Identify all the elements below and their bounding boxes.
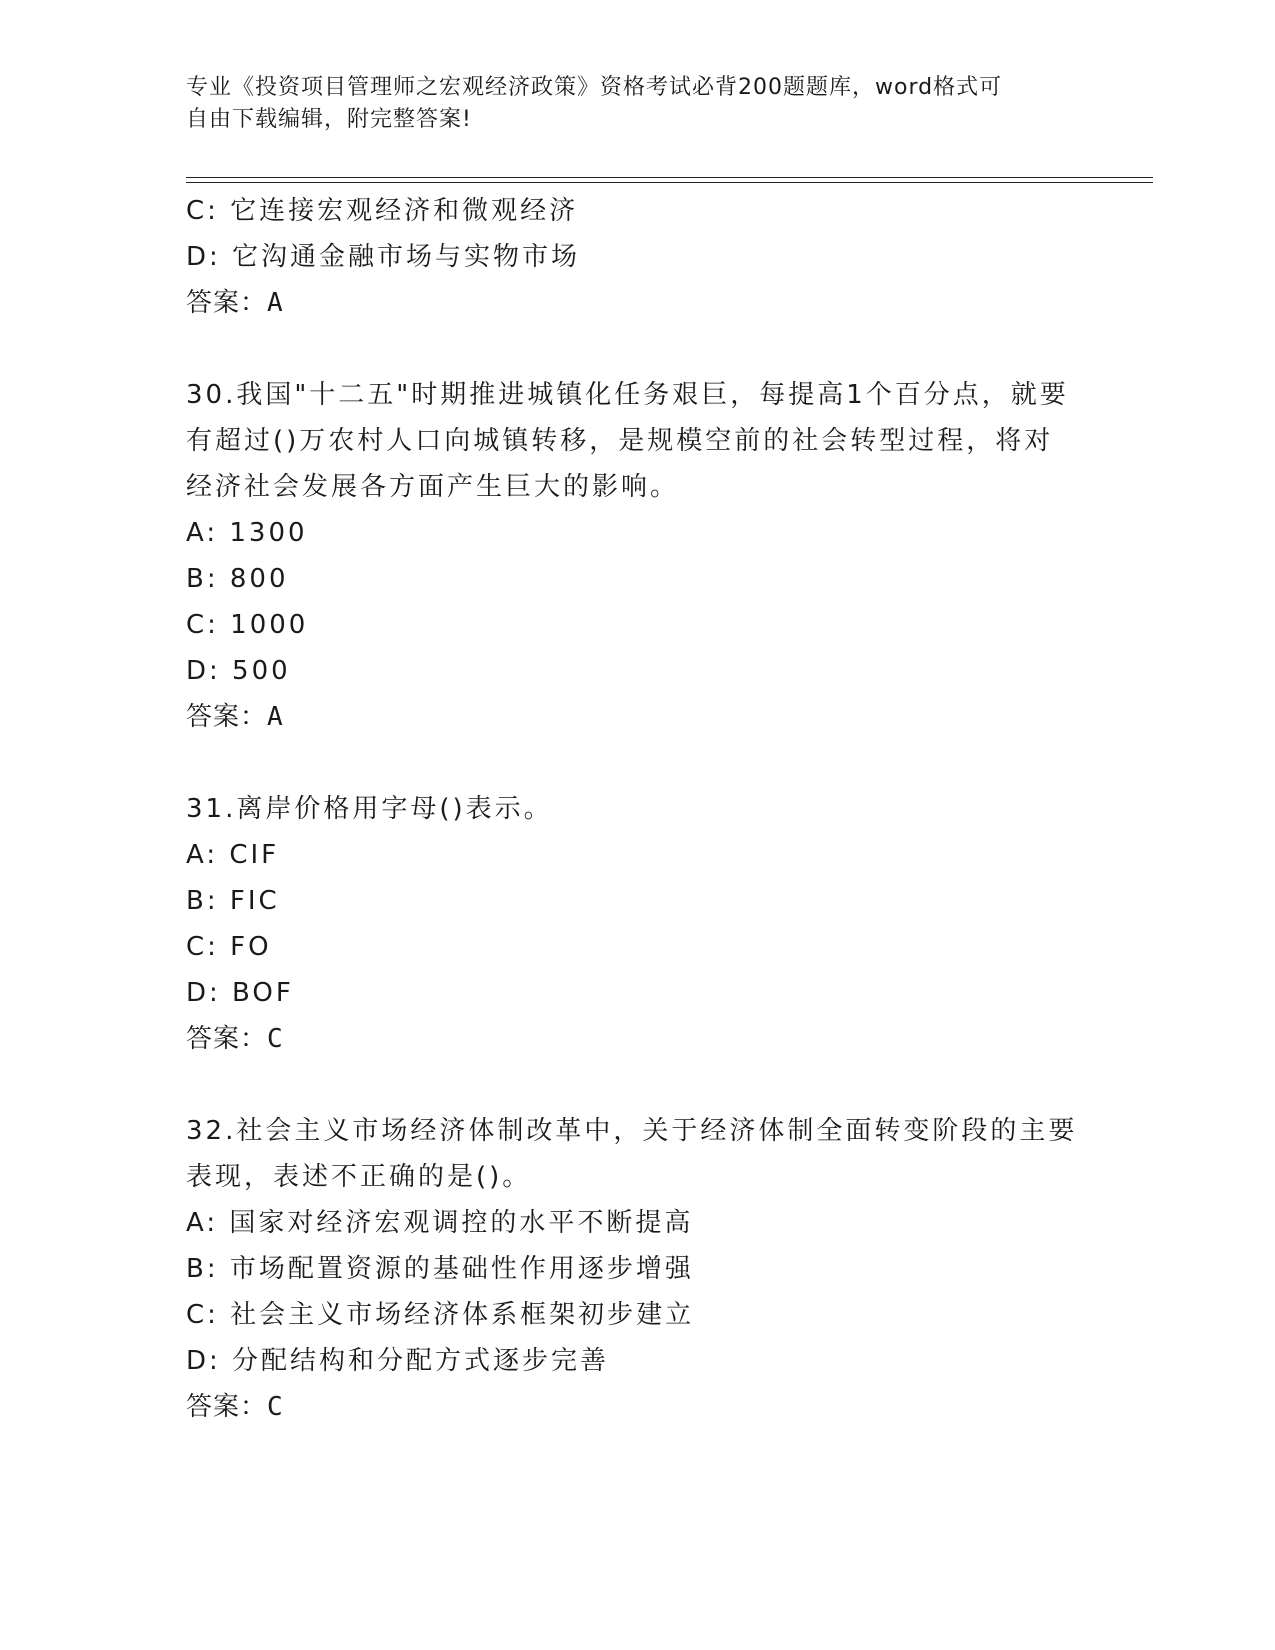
question-stem-line: 32.社会主义市场经济体制改革中，关于经济体制全面转变阶段的主要 <box>186 1116 1078 1146</box>
option-a: A: 国家对经济宏观调控的水平不断提高 <box>186 1208 694 1238</box>
option-d: D: 它沟通金融市场与实物市场 <box>186 242 581 272</box>
question-stem-line: 经济社会发展各方面产生巨大的影响。 <box>186 472 680 502</box>
option-c: C: 社会主义市场经济体系框架初步建立 <box>186 1300 695 1330</box>
header-divider-bottom <box>186 182 1153 183</box>
previous-question-tail <box>186 188 1086 326</box>
option-b: B: 800 <box>186 564 289 594</box>
option-c: C: FO <box>186 932 272 962</box>
option-d: D: BOF <box>186 978 294 1008</box>
question-stem-line: 31.离岸价格用字母()表示。 <box>186 794 553 824</box>
question-32 <box>186 1108 1086 1430</box>
spacer <box>186 1062 1086 1108</box>
question-list <box>186 188 1086 1430</box>
header-line-2: 自由下载编辑，附完整答案! <box>186 107 472 132</box>
answer-line: 答案：A <box>186 702 284 732</box>
option-c: C: 1000 <box>186 610 309 640</box>
option-c: C: 它连接宏观经济和微观经济 <box>186 196 579 226</box>
document-header <box>186 72 1086 136</box>
question-stem-line: 有超过()万农村人口向城镇转移，是规模空前的社会转型过程，将对 <box>186 426 1054 456</box>
option-a: A: CIF <box>186 840 280 870</box>
option-d: D: 500 <box>186 656 291 686</box>
option-a: A: 1300 <box>186 518 308 548</box>
header-divider-top <box>186 177 1153 178</box>
answer-line: 答案：C <box>186 1392 284 1422</box>
answer-line: 答案：C <box>186 1024 284 1054</box>
question-stem-line: 30.我国"十二五"时期推进城镇化任务艰巨，每提高1个百分点，就要 <box>186 380 1069 410</box>
option-b: B: FIC <box>186 886 280 916</box>
question-30 <box>186 372 1086 740</box>
question-stem-line: 表现，表述不正确的是()。 <box>186 1162 532 1192</box>
header-line-1: 专业《投资项目管理师之宏观经济政策》资格考试必背200题题库，word格式可 <box>186 75 1003 100</box>
spacer <box>186 326 1086 372</box>
option-d: D: 分配结构和分配方式逐步完善 <box>186 1346 610 1376</box>
question-31 <box>186 786 1086 1062</box>
spacer <box>186 740 1086 786</box>
option-b: B: 市场配置资源的基础性作用逐步增强 <box>186 1254 694 1284</box>
answer-line: 答案：A <box>186 288 284 318</box>
